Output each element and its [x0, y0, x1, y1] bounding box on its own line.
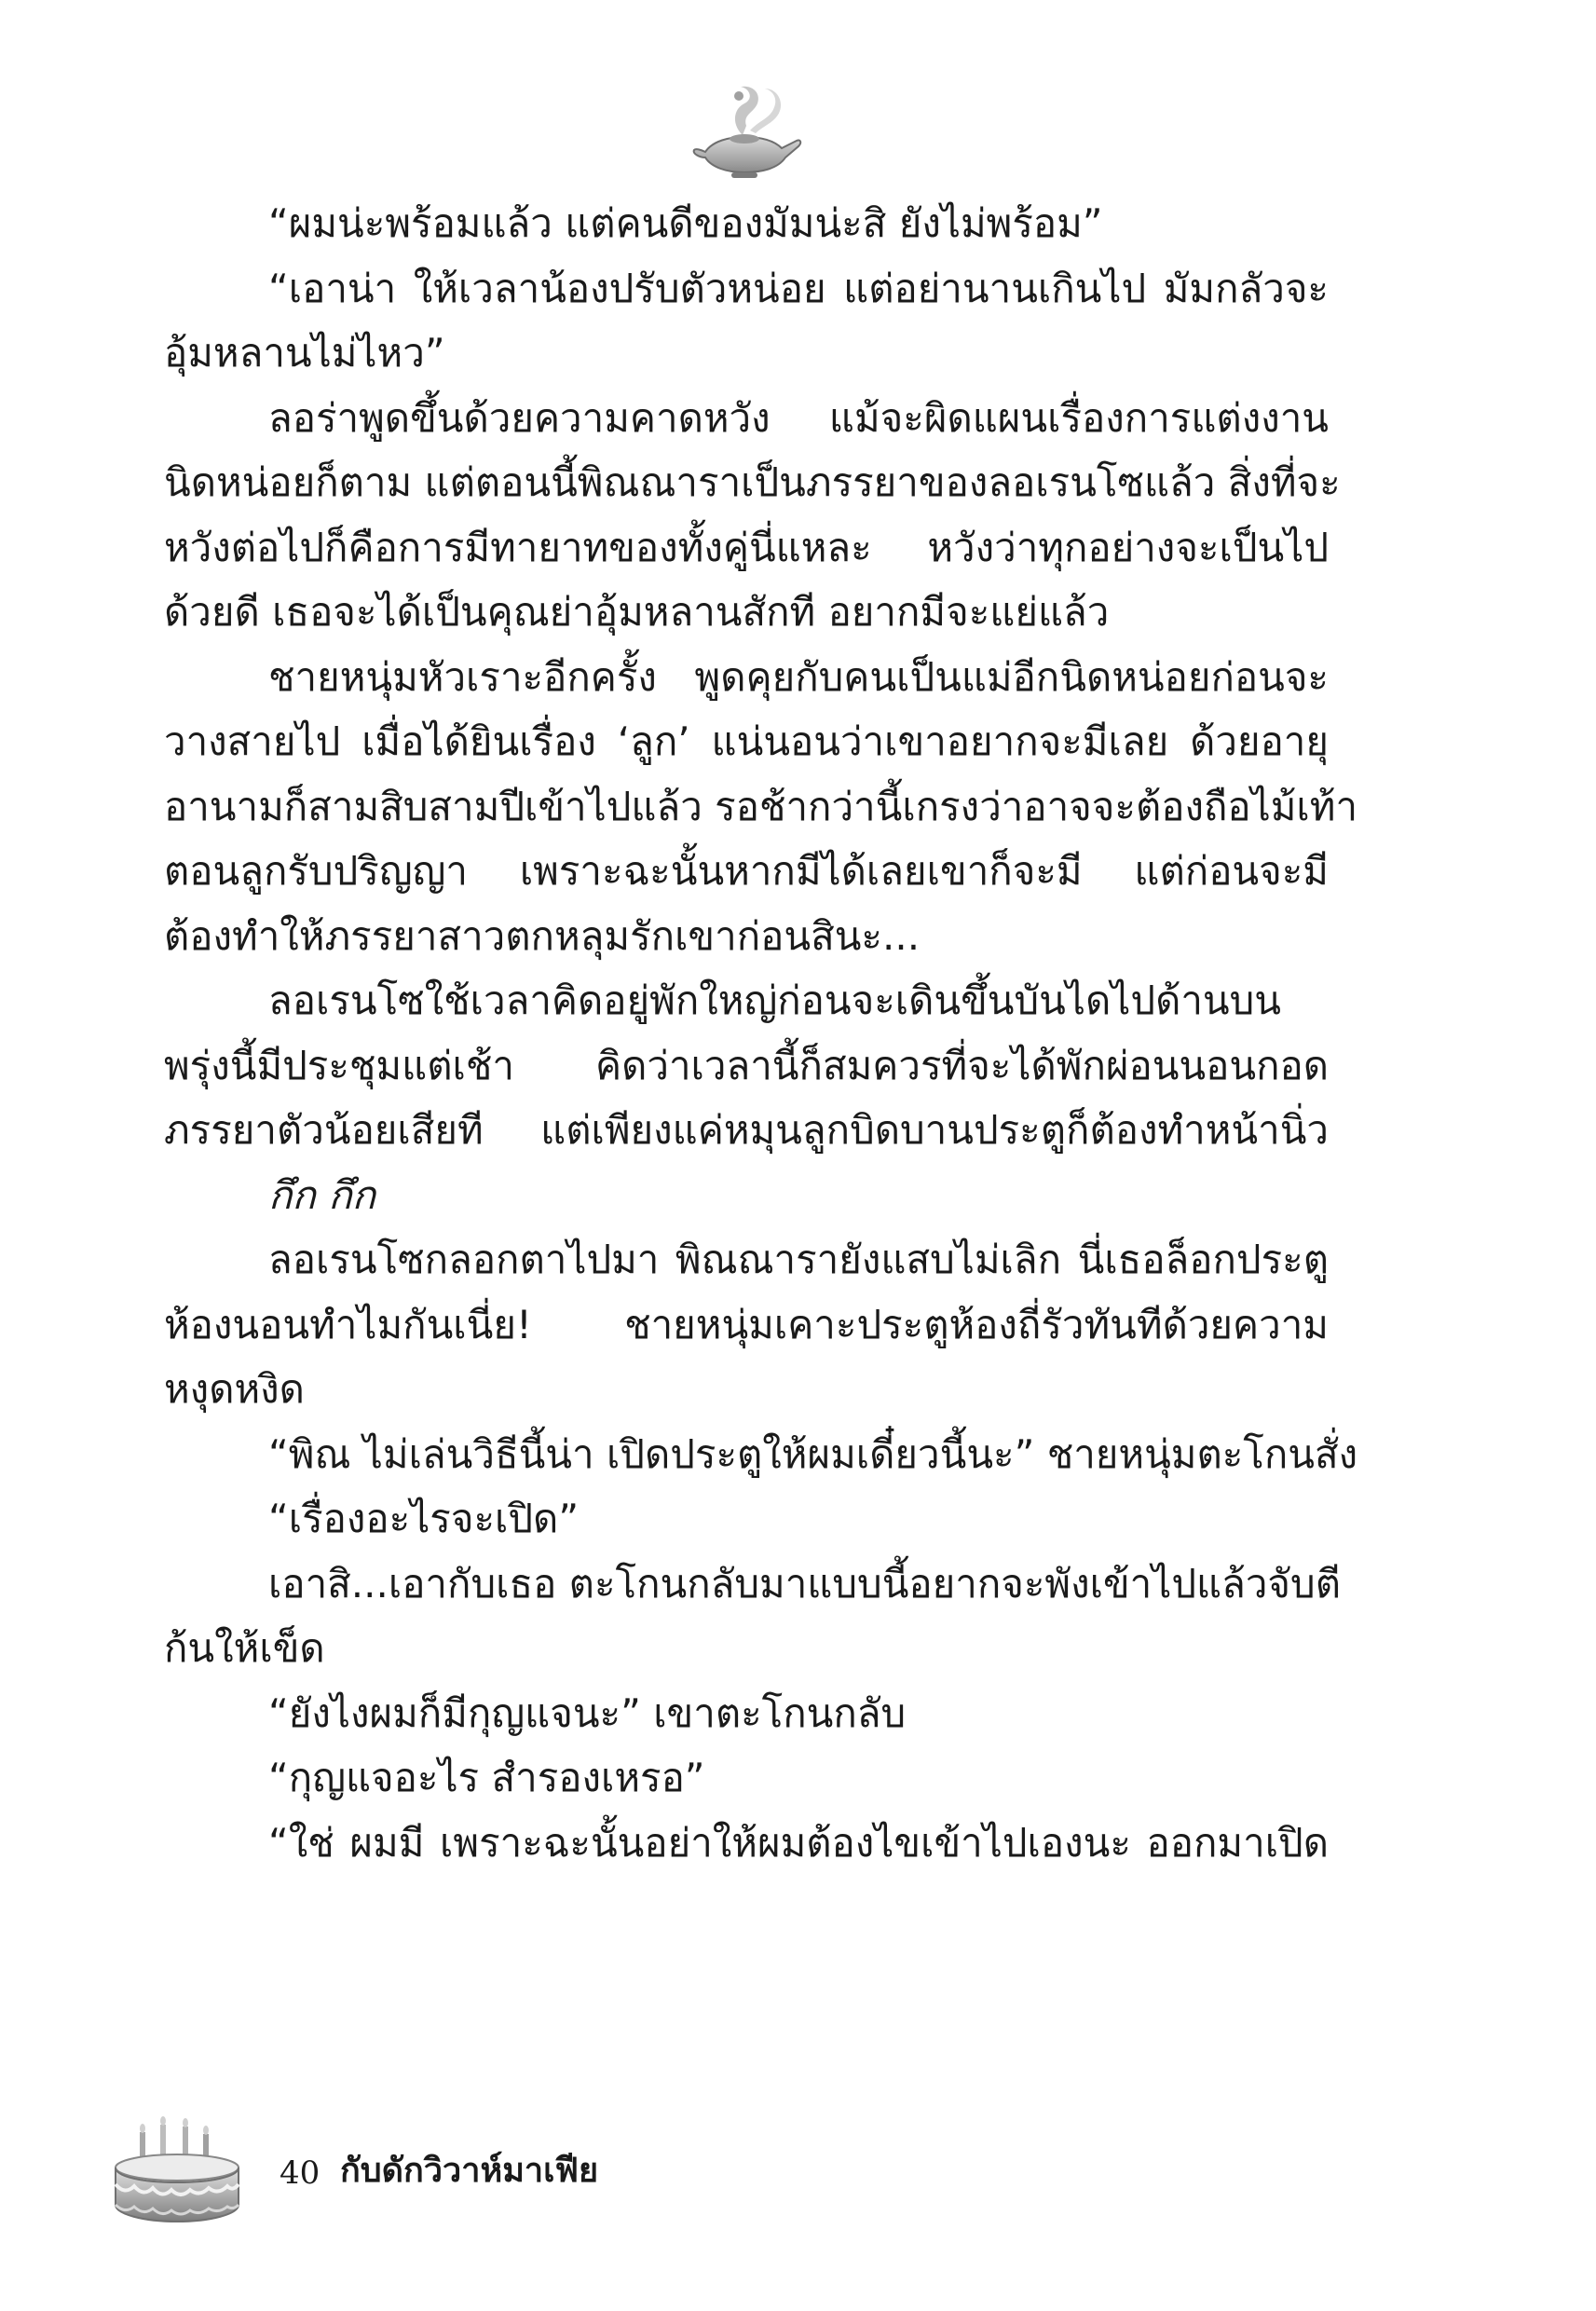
- page-footer: [102, 2115, 848, 2227]
- text-line: “เอาน่า ให้เวลาน้องปรับตัวหน่อย แต่อย่านานเกินไป มัมกลัวจะ: [268, 265, 1329, 311]
- text-line: “ใช่ ผมมี เพราะฉะนั้นอย่าให้ผมต้องไขเข้าไปเองนะ ออกมาเปิด: [268, 1819, 1329, 1866]
- cake-icon: [102, 2115, 252, 2227]
- page-number: 40: [280, 2154, 321, 2192]
- text-line: ตอนลูกรับปริญญา เพราะฉะนั้นหากมีได้เลยเขาก็จะมี แต่ก่อนจะมี: [164, 848, 1329, 894]
- text-line: “กุญแจอะไร สำรองเหรอ”: [268, 1755, 705, 1800]
- text-line: อุ้มหลานไม่ไหว”: [164, 330, 445, 376]
- text-line: วางสายไป เมื่อได้ยินเรื่อง ‘ลูก’ แน่นอนว่าเขาอยากจะมีเลย ด้วยอายุ: [164, 718, 1329, 764]
- text-line: “ยังไงผมก็มีกุญแจนะ” เขาตะโกนกลับ: [268, 1689, 907, 1736]
- text-line: อานามก็สามสิบสามปีเข้าไปแล้ว รอช้ากว่านี้เกรงว่าอาจจะต้องถือไม้เท้า: [164, 783, 1358, 829]
- text-line: ก้นให้เข็ด: [164, 1625, 325, 1671]
- text-line: หวังต่อไปก็คือการมีทายาทของทั้งคู่นี่แหละ หวังว่าทุกอย่างจะเป็นไป: [164, 524, 1329, 570]
- book-title: กับดักวิวาห์มาเฟีย: [340, 2152, 599, 2190]
- body-text: [164, 191, 1358, 1875]
- text-line: หงุดหงิด: [164, 1366, 305, 1412]
- text-line: ด้วยดี เธอจะได้เป็นคุณย่าอุ้มหลานสักที อยากมีจะแย่แล้ว: [164, 589, 1110, 635]
- text-line: ห้องนอนทำไมกันเนี่ย! ชายหนุ่มเคาะประตูห้องถี่รัวทันทีด้วยความ: [164, 1301, 1329, 1347]
- text-line: กึก กึก: [268, 1171, 376, 1218]
- text-line: ต้องทำให้ภรรยาสาวตกหลุมรักเขาก่อนสินะ...: [164, 912, 921, 959]
- text-line: นิดหน่อยก็ตาม แต่ตอนนี้พิณณาราเป็นภรรยาของลอเรนโซแล้ว สิ่งที่จะ: [164, 459, 1341, 505]
- text-line: ลอเรนโซใช้เวลาคิดอยู่พักใหญ่ก่อนจะเดินขึ้นบันไดไปด้านบน: [268, 978, 1282, 1023]
- text-line: ชายหนุ่มหัวเราะอีกครั้ง พูดคุยกับคนเป็นแม่อีกนิดหน่อยก่อนจะ: [268, 653, 1329, 700]
- text-line: เอาสิ...เอากับเธอ ตะโกนกลับมาแบบนี้อยากจะพังเข้าไปแล้วจับตี: [268, 1560, 1341, 1607]
- text-line: “ผมน่ะพร้อมแล้ว แต่คนดีของมัมน่ะสิ ยังไม่พร้อม”: [268, 200, 1103, 246]
- text-line: ภรรยาตัวน้อยเสียที แต่เพียงแค่หมุนลูกบิดบานประตูก็ต้องทำหน้านิ่ว: [164, 1107, 1329, 1153]
- text-line: “พิณ ไม่เล่นวิธีนี้น่า เปิดประตูให้ผมเดี๋ยวนี้นะ” ชายหนุ่มตะโกนสั่ง: [268, 1430, 1358, 1477]
- genie-lamp-icon: [685, 79, 806, 182]
- text-line: ลอร่าพูดขึ้นด้วยความคาดหวัง แม้จะผิดแผนเรื่องการแต่งงาน: [268, 394, 1329, 441]
- text-line: พรุ่งนี้มีประชุมแต่เช้า คิดว่าเวลานี้ก็สมควรที่จะได้พักผ่อนนอนกอด: [164, 1042, 1329, 1088]
- text-line: “เรื่องอะไรจะเปิด”: [268, 1496, 580, 1541]
- text-line: ลอเรนโซกลอกตาไปมา พิณณารายังแสบไม่เลิก นี่เธอล็อกประตู: [268, 1237, 1329, 1282]
